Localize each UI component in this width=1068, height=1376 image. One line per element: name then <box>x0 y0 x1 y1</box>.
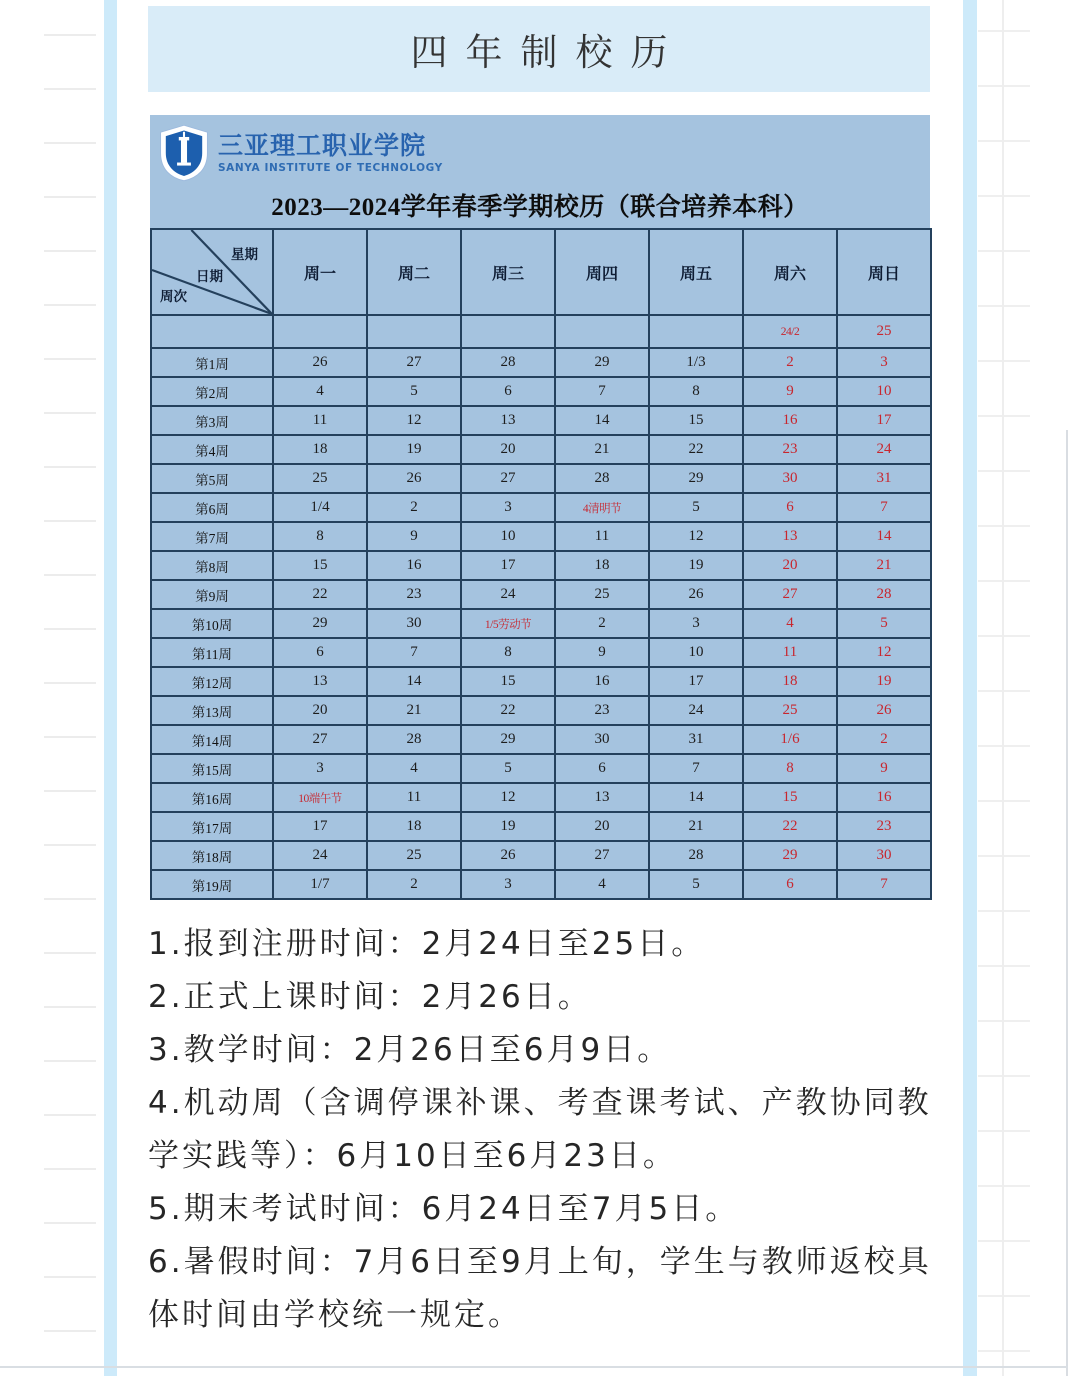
date-cell: 9 <box>837 754 931 783</box>
week-label: 第4周 <box>151 435 273 464</box>
week-label: 第6周 <box>151 493 273 522</box>
date-cell: 28 <box>461 348 555 377</box>
table-row <box>151 870 931 899</box>
day-header: 周四 <box>555 229 649 315</box>
table-row <box>151 638 931 667</box>
note-item: 1.报到注册时间：2月24日至25日。 <box>148 926 706 962</box>
date-cell: 13 <box>743 522 837 551</box>
date-cell: 25 <box>273 464 367 493</box>
date-cell: 5 <box>649 870 743 899</box>
date-cell: 25 <box>743 696 837 725</box>
date-cell: 2 <box>837 725 931 754</box>
date-cell: 2 <box>367 870 461 899</box>
date-cell: 15 <box>649 406 743 435</box>
school-name-block <box>218 132 443 174</box>
date-cell: 13 <box>555 783 649 812</box>
date-cell: 4清明节 <box>555 493 649 522</box>
school-name-cn: 三亚理工职业学院 <box>218 131 427 161</box>
table-row <box>151 551 931 580</box>
date-cell: 15 <box>273 551 367 580</box>
date-cell: 23 <box>837 812 931 841</box>
date-cell: 19 <box>367 435 461 464</box>
school-logo-icon <box>158 124 210 182</box>
date-cell: 4 <box>273 377 367 406</box>
date-cell: 23 <box>743 435 837 464</box>
week-label <box>151 315 273 348</box>
date-cell: 26 <box>273 348 367 377</box>
corner-label-date: 日期 <box>196 269 223 285</box>
right-ruled-lines <box>978 30 1030 1360</box>
week-label: 第8周 <box>151 551 273 580</box>
date-cell: 16 <box>837 783 931 812</box>
week-label: 第9周 <box>151 580 273 609</box>
week-label: 第18周 <box>151 841 273 870</box>
week-label: 第15周 <box>151 754 273 783</box>
date-cell: 26 <box>367 464 461 493</box>
date-cell: 7 <box>837 493 931 522</box>
date-cell: 6 <box>743 870 837 899</box>
date-cell: 6 <box>555 754 649 783</box>
date-cell: 15 <box>461 667 555 696</box>
date-cell: 30 <box>555 725 649 754</box>
school-header <box>150 115 930 186</box>
date-cell: 26 <box>461 841 555 870</box>
date-cell: 12 <box>837 638 931 667</box>
date-cell: 21 <box>649 812 743 841</box>
notes-section <box>148 918 964 1342</box>
date-cell: 18 <box>273 435 367 464</box>
corner-label-week-day: 星期 <box>231 247 258 263</box>
date-cell: 19 <box>649 551 743 580</box>
date-cell: 14 <box>367 667 461 696</box>
date-cell: 28 <box>837 580 931 609</box>
week-label: 第10周 <box>151 609 273 638</box>
calendar-table <box>150 228 932 900</box>
date-cell: 18 <box>743 667 837 696</box>
date-cell: 25 <box>367 841 461 870</box>
table-row <box>151 812 931 841</box>
date-cell: 1/3 <box>649 348 743 377</box>
date-cell: 10端午节 <box>273 783 367 812</box>
date-cell: 1/6 <box>743 725 837 754</box>
date-cell: 10 <box>649 638 743 667</box>
date-cell: 30 <box>837 841 931 870</box>
date-cell: 11 <box>555 522 649 551</box>
date-cell <box>273 315 367 348</box>
week-label: 第3周 <box>151 406 273 435</box>
date-cell: 31 <box>649 725 743 754</box>
date-cell: 28 <box>367 725 461 754</box>
date-cell: 30 <box>367 609 461 638</box>
date-cell: 25 <box>837 315 931 348</box>
date-cell: 6 <box>273 638 367 667</box>
date-cell: 15 <box>743 783 837 812</box>
date-cell: 20 <box>555 812 649 841</box>
week-label: 第16周 <box>151 783 273 812</box>
date-cell: 7 <box>649 754 743 783</box>
table-row <box>151 377 931 406</box>
date-cell: 12 <box>461 783 555 812</box>
date-cell: 10 <box>837 377 931 406</box>
date-cell: 21 <box>367 696 461 725</box>
date-cell: 3 <box>649 609 743 638</box>
date-cell: 29 <box>743 841 837 870</box>
table-row <box>151 580 931 609</box>
date-cell: 22 <box>461 696 555 725</box>
date-cell: 2 <box>555 609 649 638</box>
date-cell: 27 <box>555 841 649 870</box>
date-cell: 8 <box>273 522 367 551</box>
week-label: 第7周 <box>151 522 273 551</box>
date-cell: 22 <box>649 435 743 464</box>
date-cell: 24 <box>649 696 743 725</box>
calendar-card <box>150 115 930 900</box>
date-cell: 3 <box>837 348 931 377</box>
date-cell: 18 <box>555 551 649 580</box>
date-cell: 8 <box>743 754 837 783</box>
week-label: 第1周 <box>151 348 273 377</box>
date-cell: 17 <box>273 812 367 841</box>
table-row <box>151 315 931 348</box>
date-cell: 19 <box>837 667 931 696</box>
day-header: 周二 <box>367 229 461 315</box>
date-cell: 17 <box>649 667 743 696</box>
date-cell: 21 <box>837 551 931 580</box>
date-cell: 27 <box>273 725 367 754</box>
date-cell: 10 <box>461 522 555 551</box>
day-header: 周一 <box>273 229 367 315</box>
week-label: 第12周 <box>151 667 273 696</box>
date-cell: 29 <box>555 348 649 377</box>
week-label: 第13周 <box>151 696 273 725</box>
date-cell: 17 <box>461 551 555 580</box>
date-cell: 5 <box>367 377 461 406</box>
date-cell: 31 <box>837 464 931 493</box>
week-label: 第17周 <box>151 812 273 841</box>
table-row <box>151 493 931 522</box>
date-cell: 2 <box>367 493 461 522</box>
date-cell: 22 <box>273 580 367 609</box>
table-row <box>151 754 931 783</box>
date-cell: 7 <box>367 638 461 667</box>
date-cell: 26 <box>649 580 743 609</box>
date-cell: 8 <box>649 377 743 406</box>
date-cell: 24/2 <box>743 315 837 348</box>
date-cell: 4 <box>743 609 837 638</box>
date-cell: 11 <box>273 406 367 435</box>
week-label: 第14周 <box>151 725 273 754</box>
date-cell: 3 <box>273 754 367 783</box>
day-header: 周三 <box>461 229 555 315</box>
date-cell: 12 <box>367 406 461 435</box>
date-cell: 14 <box>649 783 743 812</box>
table-row <box>151 522 931 551</box>
date-cell: 11 <box>367 783 461 812</box>
date-cell: 21 <box>555 435 649 464</box>
date-cell: 27 <box>461 464 555 493</box>
week-label: 第19周 <box>151 870 273 899</box>
table-row <box>151 696 931 725</box>
calendar-title: 2023—2024学年春季学期校历（联合培养本科） <box>271 194 809 221</box>
date-cell: 6 <box>743 493 837 522</box>
date-cell: 4 <box>367 754 461 783</box>
date-cell: 9 <box>555 638 649 667</box>
table-row <box>151 841 931 870</box>
date-cell: 5 <box>649 493 743 522</box>
date-cell: 23 <box>367 580 461 609</box>
date-cell: 3 <box>461 493 555 522</box>
page-title: 四年制校历 <box>410 31 686 74</box>
date-cell: 25 <box>555 580 649 609</box>
date-cell: 14 <box>555 406 649 435</box>
date-cell: 4 <box>555 870 649 899</box>
school-name-en: SANYA INSTITUTE OF TECHNOLOGY <box>218 161 443 174</box>
note-item: 2.正式上课时间：2月26日。 <box>148 979 592 1015</box>
date-cell: 7 <box>837 870 931 899</box>
date-cell <box>367 315 461 348</box>
table-row <box>151 667 931 696</box>
right-grid-line <box>1002 0 1004 1376</box>
day-header: 周五 <box>649 229 743 315</box>
table-row <box>151 464 931 493</box>
day-header: 周日 <box>837 229 931 315</box>
note-item: 6.暑假时间：7月6日至9月上旬，学生与教师返校具体时间由学校统一规定。 <box>148 1244 932 1333</box>
table-row <box>151 348 931 377</box>
date-cell: 28 <box>649 841 743 870</box>
right-margin-stripe <box>963 0 977 1376</box>
date-cell: 3 <box>461 870 555 899</box>
note-item: 3.教学时间：2月26日至6月9日。 <box>148 1032 672 1068</box>
date-cell: 29 <box>461 725 555 754</box>
date-cell: 1/4 <box>273 493 367 522</box>
table-row <box>151 609 931 638</box>
date-cell: 17 <box>837 406 931 435</box>
date-cell: 20 <box>461 435 555 464</box>
corner-cell <box>151 229 273 315</box>
week-label: 第2周 <box>151 377 273 406</box>
date-cell <box>649 315 743 348</box>
date-cell: 22 <box>743 812 837 841</box>
left-ruled-lines <box>44 34 96 1364</box>
date-cell: 9 <box>367 522 461 551</box>
date-cell <box>461 315 555 348</box>
date-cell: 18 <box>367 812 461 841</box>
date-cell: 20 <box>743 551 837 580</box>
page-banner <box>148 6 930 92</box>
date-cell: 24 <box>461 580 555 609</box>
footer-divider <box>0 1366 1068 1368</box>
date-cell: 1/5劳动节 <box>461 609 555 638</box>
date-cell: 26 <box>837 696 931 725</box>
note-item: 4.机动周（含调停课补课、考查课考试、产教协同教学实践等）：6月10日至6月23日。 <box>148 1085 932 1174</box>
corner-label-week-no: 周次 <box>160 289 187 305</box>
table-row <box>151 435 931 464</box>
week-label: 第11周 <box>151 638 273 667</box>
date-cell: 7 <box>555 377 649 406</box>
date-cell: 9 <box>743 377 837 406</box>
table-row <box>151 725 931 754</box>
date-cell: 11 <box>743 638 837 667</box>
date-cell: 30 <box>743 464 837 493</box>
left-margin-stripe <box>104 0 117 1376</box>
date-cell: 13 <box>461 406 555 435</box>
week-label: 第5周 <box>151 464 273 493</box>
header-row <box>151 229 931 315</box>
date-cell: 23 <box>555 696 649 725</box>
date-cell: 24 <box>837 435 931 464</box>
date-cell: 24 <box>273 841 367 870</box>
date-cell: 29 <box>649 464 743 493</box>
date-cell: 12 <box>649 522 743 551</box>
date-cell: 29 <box>273 609 367 638</box>
date-cell: 27 <box>367 348 461 377</box>
date-cell: 1/7 <box>273 870 367 899</box>
date-cell: 16 <box>555 667 649 696</box>
date-cell: 28 <box>555 464 649 493</box>
day-header: 周六 <box>743 229 837 315</box>
date-cell: 5 <box>461 754 555 783</box>
date-cell: 27 <box>743 580 837 609</box>
date-cell: 13 <box>273 667 367 696</box>
note-item: 5.期末考试时间：6月24日至7月5日。 <box>148 1191 740 1227</box>
date-cell: 14 <box>837 522 931 551</box>
date-cell: 16 <box>367 551 461 580</box>
date-cell: 5 <box>837 609 931 638</box>
date-cell <box>555 315 649 348</box>
date-cell: 19 <box>461 812 555 841</box>
date-cell: 16 <box>743 406 837 435</box>
date-cell: 6 <box>461 377 555 406</box>
date-cell: 2 <box>743 348 837 377</box>
table-row <box>151 406 931 435</box>
table-row <box>151 783 931 812</box>
date-cell: 20 <box>273 696 367 725</box>
date-cell: 8 <box>461 638 555 667</box>
